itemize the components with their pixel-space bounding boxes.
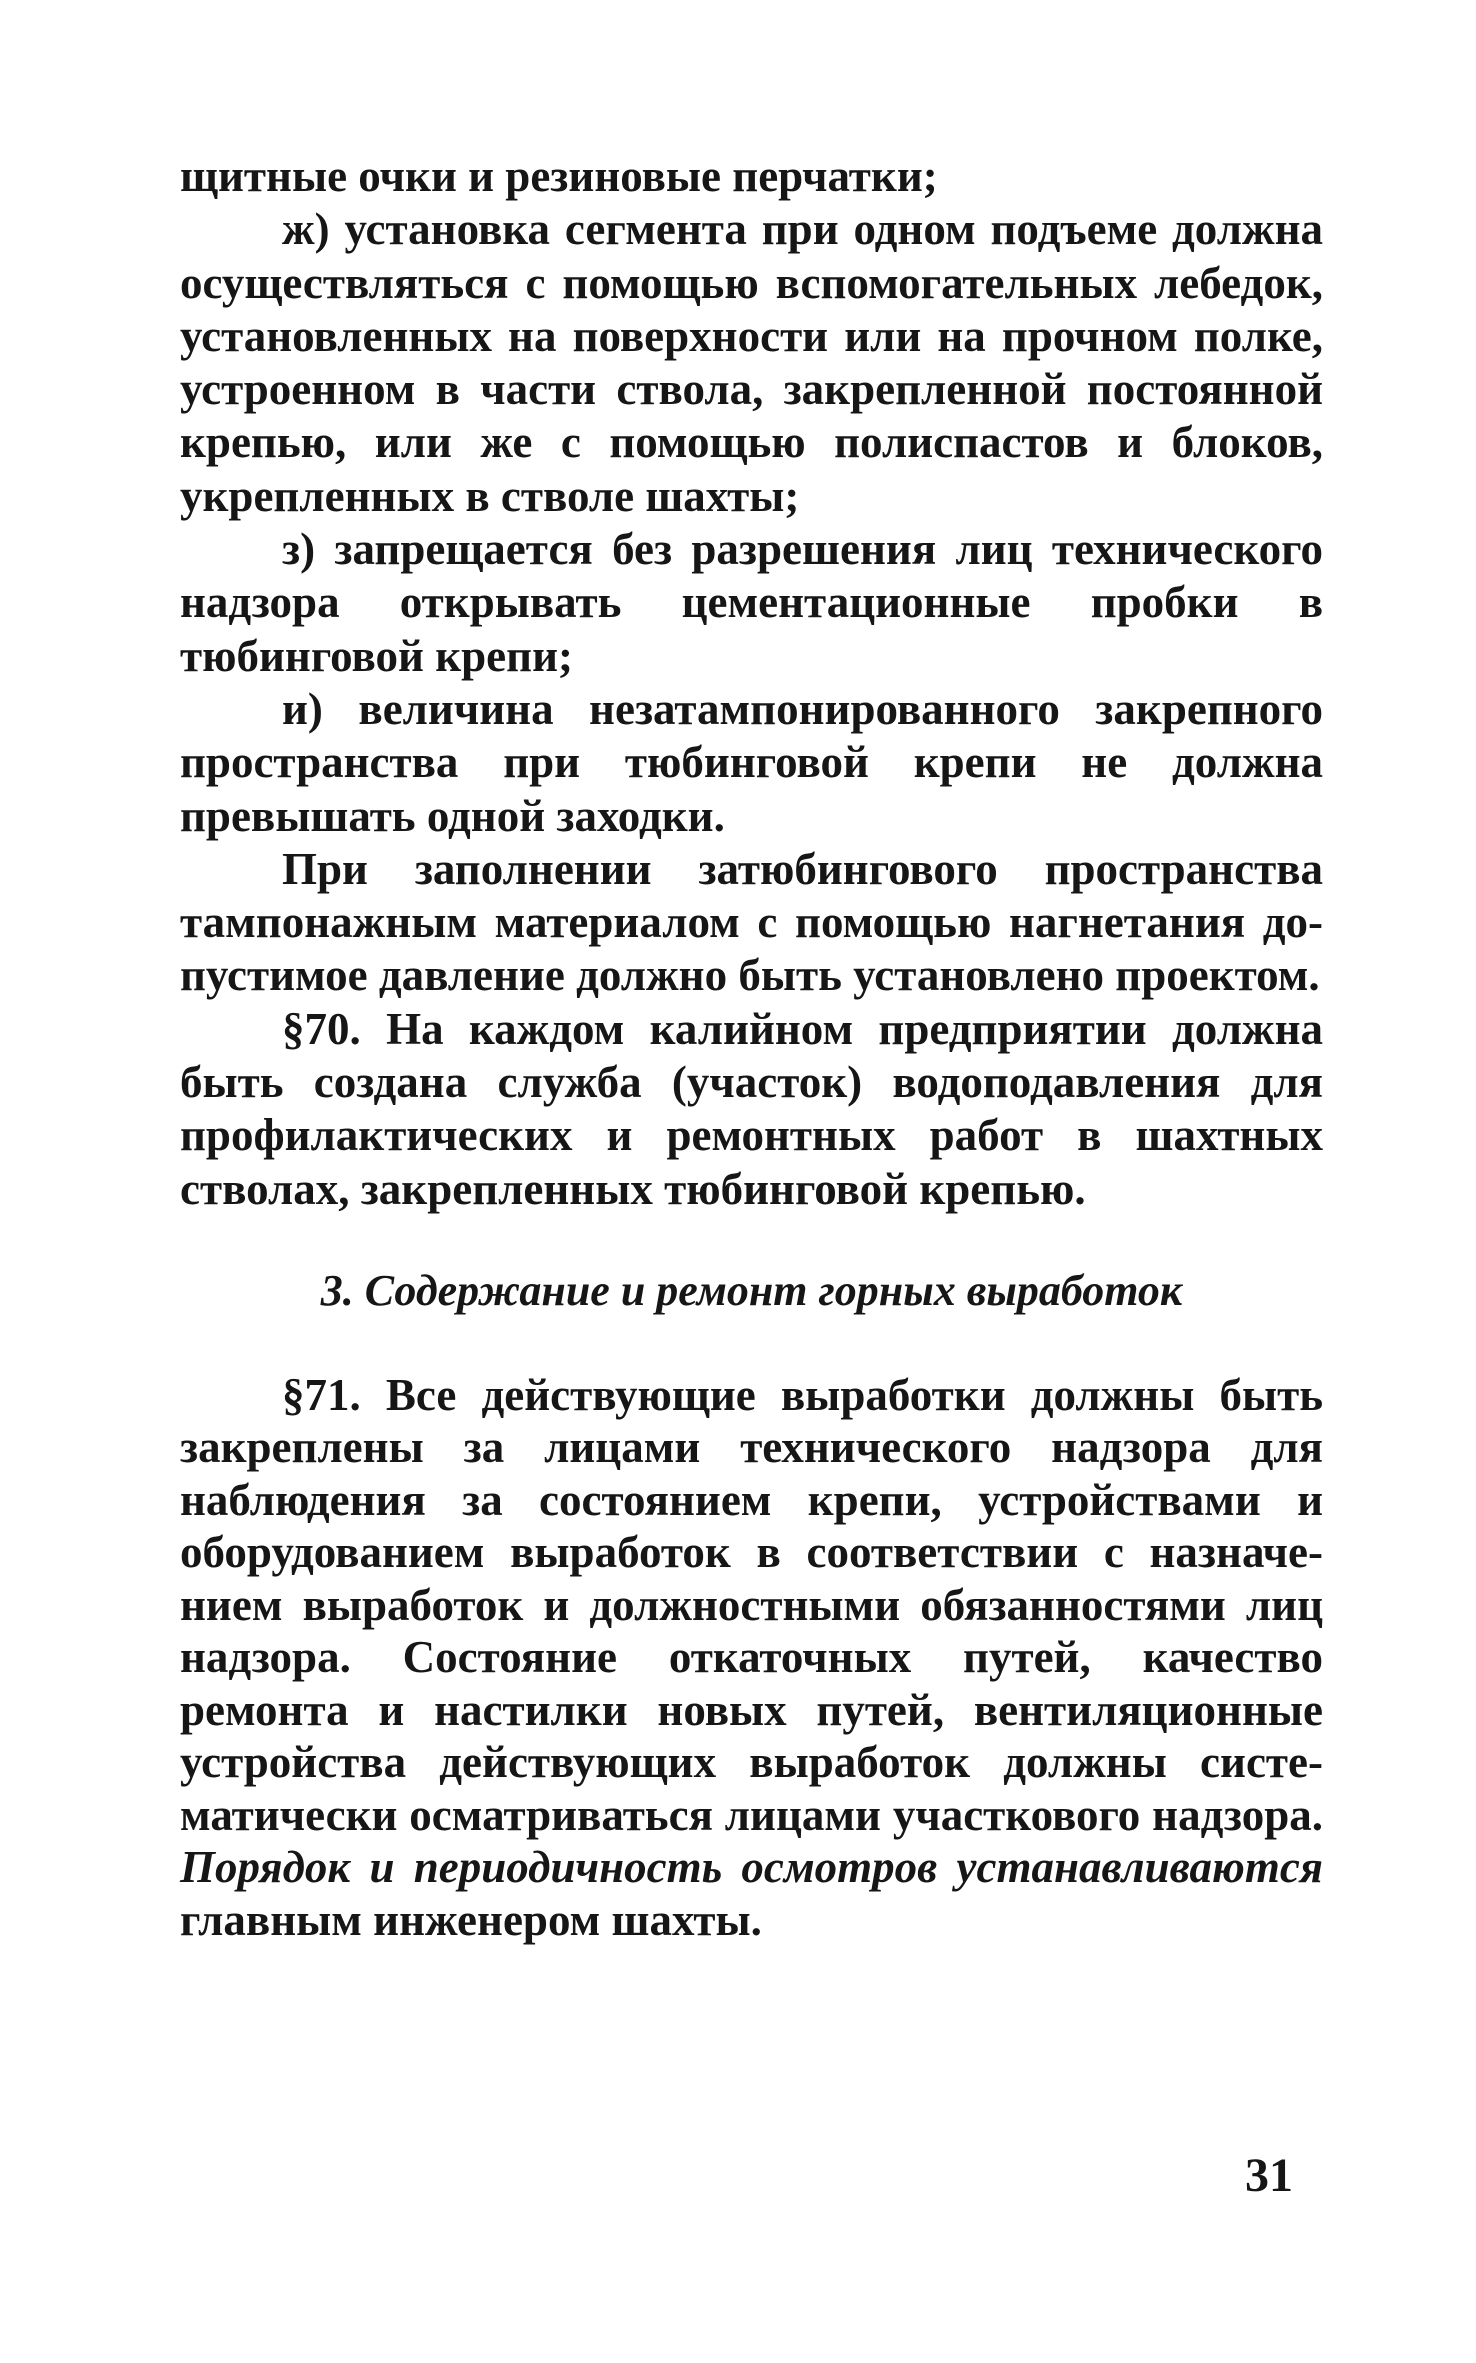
- paragraph-item-z: з) запрещается без разрешения лиц технического надзора открывать цементационные пробки в тюбинговой крепи;: [180, 524, 1323, 681]
- paragraph-item-i: и) величина незатампонированного закрепного пространства при тюбинговой крепи не должна превышать одной заходки.: [180, 683, 1323, 841]
- paragraph-section-71-italic: Порядок и периодичность осмотров устанавливаются: [180, 1842, 1323, 1893]
- paragraph-item-zh: ж) установка сегмента при одном подъеме должна осуществляться с помощью вспомогательных лебедок, установленных на поверхности или на прочном полке, устроенном в части ствола, закрепленной постоянной крепью, или же с помощью полиспастов и блоков, укрепленных в стволе шахты;: [180, 204, 1323, 521]
- section-heading: 3. Содержание и ремонт горных выработок: [320, 1265, 1183, 1315]
- document-page: [180, 150, 1323, 1946]
- page-number: 31: [1245, 2149, 1293, 2202]
- paragraph-section-71-tail: главным инженером шахты.: [180, 1894, 762, 1945]
- paragraph-section-71: [180, 1369, 1323, 1947]
- paragraph-continuation: щитные очки и резиновые перчатки;: [180, 151, 938, 201]
- paragraph-grouting: При заполнении затюбингового пространства тампонажным материалом с помощью нагнетания допустимое давление должно быть установлено проектом.: [180, 843, 1323, 1001]
- paragraph-section-71-main: §71. Все действующие выработки должны быть закреплены за лицами технического надзора для наблюдения за состоянием крепи, устройствами и оборудованием выработок в соответствии с назначением выработок и должностными обязанностями лиц надзора. Состояние откаточных путей, качество ремонта и настилки новых путей, вентиляционные устройства действующих выработок должны систематически осматриваться лицами участкового надзора.: [180, 1369, 1323, 1840]
- paragraph-section-70: §70. На каждом калийном предприятии должна быть создана служба (участок) водоподавления для профилактических и ремонтных работ в шахтных стволах, закрепленных тюбинговой крепью.: [180, 1003, 1323, 1214]
